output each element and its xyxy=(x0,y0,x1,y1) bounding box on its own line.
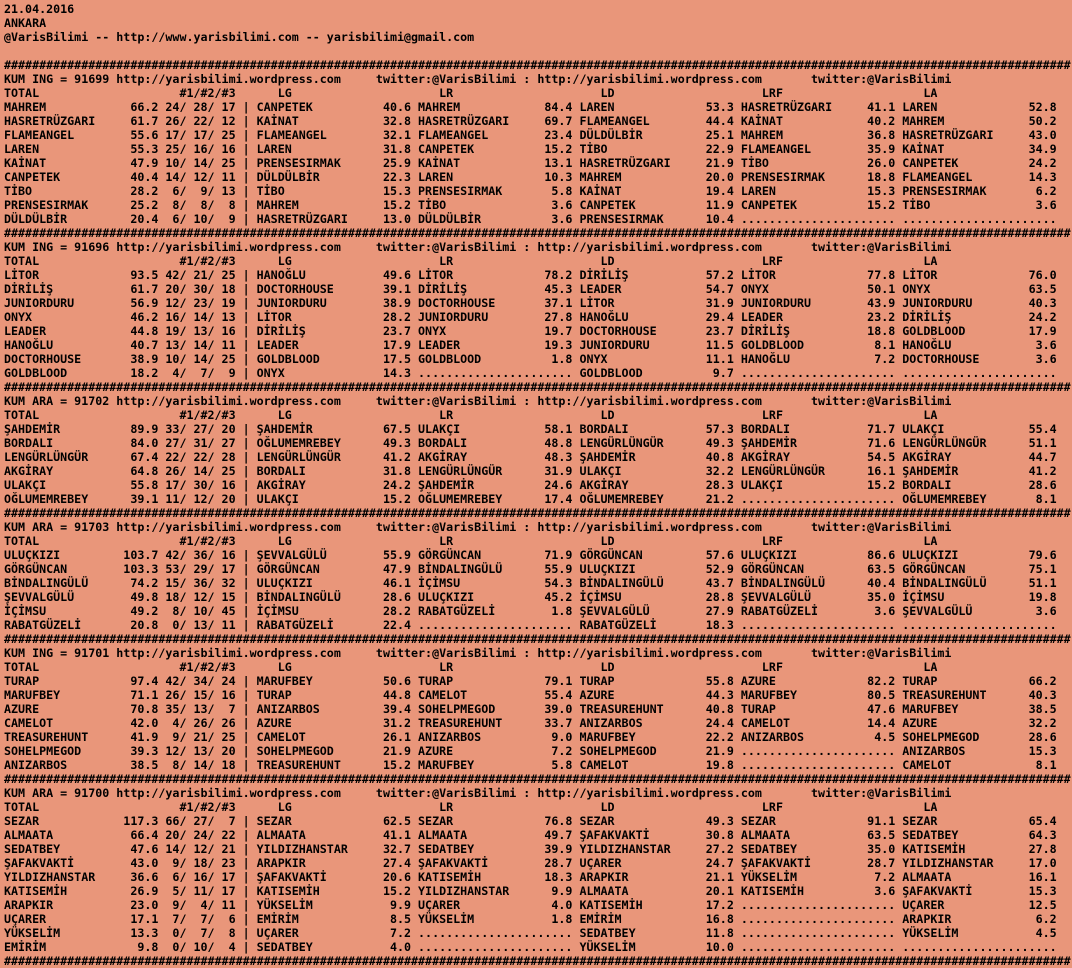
data-row: UÇARER 17.1 7/ 7/ 6 | EMİRİM 8.5 YÜKSELİM 1.8 EMİRİM 16.8 ...................... ARAPKIR 6.2 xyxy=(4,912,1057,926)
block-title-line: KUM ARA = 91703 http://yarisbilimi.wordpress.com twitter:@VarisBilimi : http://yarisbilimi.wordpress.com twitter:@VarisBilimi xyxy=(4,520,952,534)
data-row: TİBO 28.2 6/ 9/ 13 | TİBO 15.3 PRENSESIRMAK 5.8 KAİNAT 19.4 LAREN 15.3 PRENSESIRMAK 6.2 xyxy=(4,184,1057,198)
data-row: GOLDBLOOD 18.2 4/ 7/ 9 | ONYX 14.3 ...................... GOLDBLOOD 9.7 ...................... ...................... xyxy=(4,366,1057,380)
block-separator: ######################################################################################################################################################## xyxy=(4,380,1071,394)
data-row: RABATGÜZELİ 20.8 0/ 13/ 11 | RABATGÜZELİ 22.4 ...................... RABATGÜZELİ 18.3 ...................... ...................... xyxy=(4,618,1057,632)
blank-line xyxy=(4,44,1072,58)
data-row: ARAPKIR 23.0 9/ 4/ 11 | YÜKSELİM 9.9 UÇARER 4.0 KATISEMİH 17.2 ...................... UÇARER 12.5 xyxy=(4,898,1057,912)
data-row: MAHREM 66.2 24/ 28/ 17 | CANPETEK 40.6 MAHREM 84.4 LAREN 53.3 HASRETRÜZGARI 41.1 LAREN 52.8 xyxy=(4,100,1057,114)
data-row: LAREN 55.3 25/ 16/ 16 | LAREN 31.8 CANPETEK 15.2 TİBO 22.9 FLAMEANGEL 35.9 KAİNAT 34.9 xyxy=(4,142,1057,156)
data-row: ŞAHDEMİR 89.9 33/ 27/ 20 | ŞAHDEMİR 67.5 ULAKÇI 58.1 BORDALI 57.3 BORDALI 71.7 ULAKÇI 55.4 xyxy=(4,422,1057,436)
data-row: YÜKSELİM 13.3 0/ 7/ 8 | UÇARER 7.2 ...................... SEDATBEY 11.8 ...................... YÜKSELİM 4.5 xyxy=(4,926,1057,940)
data-row: KATISEMİH 26.9 5/ 11/ 17 | KATISEMİH 15.2 YILDIZHANSTAR 9.9 ALMAATA 20.1 KATISEMİH 3.6 ŞAFAKVAKTİ 15.3 xyxy=(4,884,1057,898)
data-row: AKGİRAY 64.8 26/ 14/ 25 | BORDALI 31.8 LENGÜRLÜNGÜR 31.9 ULAKÇI 32.2 LENGÜRLÜNGÜR 16.1 ŞAHDEMİR 41.2 xyxy=(4,464,1057,478)
data-row: KAİNAT 47.9 10/ 14/ 25 | PRENSESIRMAK 25.9 KAİNAT 13.1 HASRETRÜZGARI 21.9 TİBO 26.0 CANPETEK 24.2 xyxy=(4,156,1057,170)
block-title-line: KUM ARA = 91702 http://yarisbilimi.wordpress.com twitter:@VarisBilimi : http://yarisbilimi.wordpress.com twitter:@VarisBilimi xyxy=(4,394,952,408)
data-row: SEZAR 117.3 66/ 27/ 7 | SEZAR 62.5 SEZAR 76.8 SEZAR 49.3 SEZAR 91.1 SEZAR 65.4 xyxy=(4,814,1057,828)
column-header-line: TOTAL #1/#2/#3 LG LR LD LRF LA xyxy=(4,660,1064,674)
data-row: ALMAATA 66.4 20/ 24/ 22 | ALMAATA 41.1 ALMAATA 49.7 ŞAFAKVAKTİ 30.8 ALMAATA 63.5 SEDATBEY 64.3 xyxy=(4,828,1057,842)
data-row: ANIZARBOS 38.5 8/ 14/ 18 | TREASUREHUNT 15.2 MARUFBEY 5.8 CAMELOT 19.8 ...................... CAMELOT 8.1 xyxy=(4,758,1057,772)
data-row: CANPETEK 40.4 14/ 12/ 11 | DÜLDÜLBİR 22.3 LAREN 10.3 MAHREM 20.0 PRENSESIRMAK 18.8 FLAMEANGEL 14.3 xyxy=(4,170,1057,184)
report-contact: @VarisBilimi -- http://www.yarisbilimi.com -- yarisbilimi@gmail.com xyxy=(4,30,475,44)
data-row: EMİRİM 9.8 0/ 10/ 4 | SEDATBEY 4.0 ...................... YÜKSELİM 10.0 ...................... ...................... xyxy=(4,940,1057,954)
data-row: CAMELOT 42.0 4/ 26/ 26 | AZURE 31.2 TREASUREHUNT 33.7 ANIZARBOS 24.4 CAMELOT 14.4 AZURE 32.2 xyxy=(4,716,1057,730)
column-header-line: TOTAL #1/#2/#3 LG LR LD LRF LA xyxy=(4,800,1064,814)
block-separator: ######################################################################################################################################################## xyxy=(4,58,1071,72)
data-row: OĞLUMEMREBEY 39.1 11/ 12/ 20 | ULAKÇI 15.2 OĞLUMEMREBEY 17.4 OĞLUMEMREBEY 21.2 ...................... OĞLUMEMREBEY 8.1 xyxy=(4,492,1057,506)
block-title-line: KUM ING = 91701 http://yarisbilimi.wordpress.com twitter:@VarisBilimi : http://yarisbilimi.wordpress.com twitter:@VarisBilimi xyxy=(4,646,952,660)
data-row: ŞEVVALGÜLÜ 49.8 18/ 12/ 15 | BİNDALINGÜLÜ 28.6 ULUÇKIZI 45.2 İÇİMSU 28.8 ŞEVVALGÜLÜ 35.0 İÇİMSU 19.8 xyxy=(4,590,1057,604)
data-row: TURAP 97.4 42/ 34/ 24 | MARUFBEY 50.6 TURAP 79.1 TURAP 55.8 AZURE 82.2 TURAP 66.2 xyxy=(4,674,1057,688)
data-row: FLAMEANGEL 55.6 17/ 17/ 25 | FLAMEANGEL 32.1 FLAMEANGEL 23.4 DÜLDÜLBİR 25.1 MAHREM 36.8 HASRETRÜZGARI 43.0 xyxy=(4,128,1057,142)
data-row: ONYX 46.2 16/ 14/ 13 | LİTOR 28.2 JUNIORDURU 27.8 HANOĞLU 29.4 LEADER 23.2 DİRİLİŞ 24.2 xyxy=(4,310,1057,324)
block-title-line: KUM ARA = 91700 http://yarisbilimi.wordpress.com twitter:@VarisBilimi : http://yarisbilimi.wordpress.com twitter:@VarisBilimi xyxy=(4,786,952,800)
data-row: JUNIORDURU 56.9 12/ 23/ 19 | JUNIORDURU 38.9 DOCTORHOUSE 37.1 LİTOR 31.9 JUNIORDURU 43.9 JUNIORDURU 40.3 xyxy=(4,296,1057,310)
block-title-line: KUM ING = 91696 http://yarisbilimi.wordpress.com twitter:@VarisBilimi : http://yarisbilimi.wordpress.com twitter:@VarisBilimi xyxy=(4,240,952,254)
data-row: PRENSESIRMAK 25.2 8/ 8/ 8 | MAHREM 15.2 TİBO 3.6 CANPETEK 11.9 CANPETEK 15.2 TİBO 3.6 xyxy=(4,198,1057,212)
report-blocks xyxy=(4,58,1072,968)
column-header-line: TOTAL #1/#2/#3 LG LR LD LRF LA xyxy=(4,86,1064,100)
data-row: HASRETRÜZGARI 61.7 26/ 22/ 12 | KAİNAT 32.8 HASRETRÜZGARI 69.7 FLAMEANGEL 44.4 KAİNAT 40.2 MAHREM 50.2 xyxy=(4,114,1057,128)
data-row: TREASUREHUNT 41.9 9/ 21/ 25 | CAMELOT 26.1 ANIZARBOS 9.0 MARUFBEY 22.2 ANIZARBOS 4.5 SOHELPMEGOD 28.6 xyxy=(4,730,1057,744)
data-row: MARUFBEY 71.1 26/ 15/ 16 | TURAP 44.8 CAMELOT 55.4 AZURE 44.3 MARUFBEY 80.5 TREASUREHUNT 40.3 xyxy=(4,688,1057,702)
column-header-line: TOTAL #1/#2/#3 LG LR LD LRF LA xyxy=(4,534,1064,548)
data-row: ŞAFAKVAKTİ 43.0 9/ 18/ 23 | ARAPKIR 27.4 ŞAFAKVAKTİ 28.7 UÇARER 24.7 ŞAFAKVAKTİ 28.7 YILDIZHANSTAR 17.0 xyxy=(4,856,1057,870)
data-row: DOCTORHOUSE 38.9 10/ 14/ 25 | GOLDBLOOD 17.5 GOLDBLOOD 1.8 ONYX 11.1 HANOĞLU 7.2 DOCTORHOUSE 3.6 xyxy=(4,352,1057,366)
block-separator: ######################################################################################################################################################## xyxy=(4,954,1071,968)
data-row: YILDIZHANSTAR 36.6 6/ 16/ 17 | ŞAFAKVAKTİ 20.6 KATISEMİH 18.3 ARAPKIR 21.1 YÜKSELİM 7.2 ALMAATA 16.1 xyxy=(4,870,1057,884)
data-row: SEDATBEY 47.6 14/ 12/ 21 | YILDIZHANSTAR 32.7 SEDATBEY 39.9 YILDIZHANSTAR 27.2 SEDATBEY 35.0 KATISEMİH 27.8 xyxy=(4,842,1057,856)
report-location: ANKARA xyxy=(4,16,47,30)
block-separator: ######################################################################################################################################################## xyxy=(4,772,1071,786)
data-row: DİRİLİŞ 61.7 20/ 30/ 18 | DOCTORHOUSE 39.1 DİRİLİŞ 45.3 LEADER 54.7 ONYX 50.1 ONYX 63.5 xyxy=(4,282,1057,296)
data-row: İÇİMSU 49.2 8/ 10/ 45 | İÇİMSU 28.2 RABATGÜZELİ 1.8 ŞEVVALGÜLÜ 27.9 RABATGÜZELİ 3.6 ŞEVVALGÜLÜ 3.6 xyxy=(4,604,1057,618)
report-date: 21.04.2016 xyxy=(4,2,75,16)
data-row: LEADER 44.8 19/ 13/ 16 | DİRİLİŞ 23.7 ONYX 19.7 DOCTORHOUSE 23.7 DİRİLİŞ 18.8 GOLDBLOOD 17.9 xyxy=(4,324,1057,338)
data-row: BİNDALINGÜLÜ 74.2 15/ 36/ 32 | ULUÇKIZI 46.1 İÇİMSU 54.3 BİNDALINGÜLÜ 43.7 BİNDALINGÜLÜ 40.4 BİNDALINGÜLÜ 51.1 xyxy=(4,576,1057,590)
data-row: LİTOR 93.5 42/ 21/ 25 | HANOĞLU 49.6 LİTOR 78.2 DİRİLİŞ 57.2 LİTOR 77.8 LİTOR 76.0 xyxy=(4,268,1057,282)
block-separator: ######################################################################################################################################################## xyxy=(4,632,1071,646)
data-row: SOHELPMEGOD 39.3 12/ 13/ 20 | SOHELPMEGOD 21.9 AZURE 7.2 SOHELPMEGOD 21.9 ...................... ANIZARBOS 15.3 xyxy=(4,744,1057,758)
data-row: ULAKÇI 55.8 17/ 30/ 16 | AKGİRAY 24.2 ŞAHDEMİR 24.6 AKGİRAY 28.3 ULAKÇI 15.2 BORDALI 28.6 xyxy=(4,478,1057,492)
column-header-line: TOTAL #1/#2/#3 LG LR LD LRF LA xyxy=(4,408,1064,422)
data-row: LENGÜRLÜNGÜR 67.4 22/ 22/ 28 | LENGÜRLÜNGÜR 41.2 AKGİRAY 48.3 ŞAHDEMİR 40.8 AKGİRAY 54.5 AKGİRAY 44.7 xyxy=(4,450,1057,464)
data-row: DÜLDÜLBİR 20.4 6/ 10/ 9 | HASRETRÜZGARI 13.0 DÜLDÜLBİR 3.6 PRENSESIRMAK 10.4 ...................... ...................... xyxy=(4,212,1057,226)
column-header-line: TOTAL #1/#2/#3 LG LR LD LRF LA xyxy=(4,254,1064,268)
data-row: HANOĞLU 40.7 13/ 14/ 11 | LEADER 17.9 LEADER 19.3 JUNIORDURU 11.5 GOLDBLOOD 8.1 HANOĞLU 3.6 xyxy=(4,338,1057,352)
data-row: GÖRGÜNCAN 103.3 53/ 29/ 17 | GÖRGÜNCAN 47.9 BİNDALINGÜLÜ 55.9 ULUÇKIZI 52.9 GÖRGÜNCAN 63.5 GÖRGÜNCAN 75.1 xyxy=(4,562,1057,576)
data-row: ULUÇKIZI 103.7 42/ 36/ 16 | ŞEVVALGÜLÜ 55.9 GÖRGÜNCAN 71.9 GÖRGÜNCAN 57.6 ULUÇKIZI 86.6 ULUÇKIZI 79.6 xyxy=(4,548,1057,562)
data-row: AZURE 70.8 35/ 13/ 7 | ANIZARBOS 39.4 SOHELPMEGOD 39.0 TREASUREHUNT 40.8 TURAP 47.6 MARUFBEY 38.5 xyxy=(4,702,1057,716)
block-title-line: KUM ING = 91699 http://yarisbilimi.wordpress.com twitter:@VarisBilimi : http://yarisbilimi.wordpress.com twitter:@VarisBilimi xyxy=(4,72,952,86)
data-row: BORDALI 84.0 27/ 31/ 27 | OĞLUMEMREBEY 49.3 BORDALI 48.8 LENGÜRLÜNGÜR 49.3 ŞAHDEMİR 71.6 LENGÜRLÜNGÜR 51.1 xyxy=(4,436,1057,450)
block-separator: ######################################################################################################################################################## xyxy=(4,226,1071,240)
block-separator: ######################################################################################################################################################## xyxy=(4,506,1071,520)
